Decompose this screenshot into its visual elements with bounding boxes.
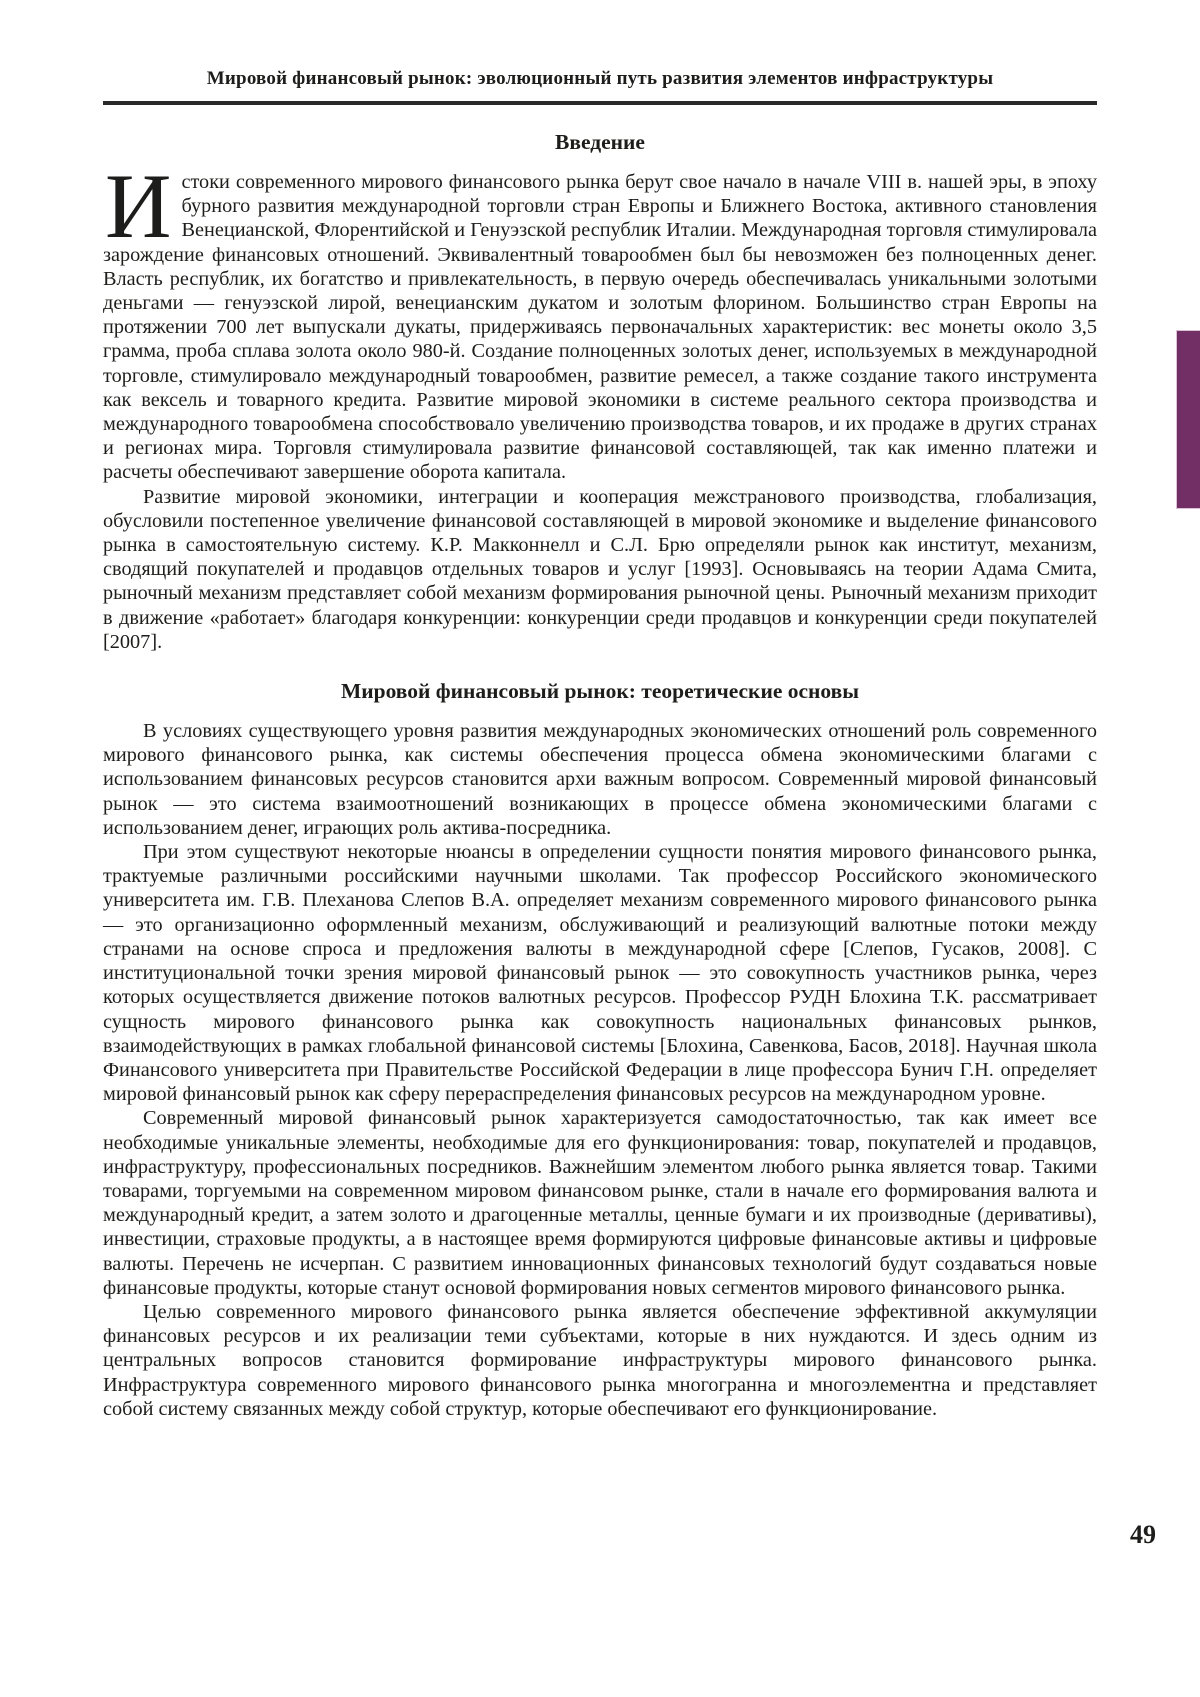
- section-heading-intro: Введение: [555, 130, 645, 154]
- header-rule: [103, 101, 1097, 105]
- paragraph-intro-1: [103, 155, 1097, 485]
- paragraph-theory-4: Целью современного мирового финансового рынка является обеспечение эффективной аккумуляции финансовых ресурсов и их реализации теми субъектами, которые в них нуждаются. И здесь одним из центральных вопросов становится формирование инфраструктуры мирового финансового рынка. Инфраструктура современного мирового финансового рынка многогранна и многоэлементна и представляет собой систему связанных между собой структур, которые обеспечивают его функционирование.: [103, 1300, 1097, 1420]
- paragraph-intro-2: Развитие мировой экономики, интеграции и кооперация межстранового производства, глобализация, обусловили постепенное увеличение финансовой составляющей в мировой экономике и выделение финансового рынка в самостоятельную систему. К.Р. Макконнелл и С.Л. Брю определяли рынок как институт, механизм, сводящий покупателей и продавцов отдельных товаров и услуг [1993]. Основываясь на теории Адама Смита, рыночный механизм представляет собой механизм формирования рыночной цены. Рыночный механизм приходит в движение «работает» благодаря конкуренции: конкуренции среди продавцов и конкуренции среди покупателей [2007].: [103, 485, 1097, 653]
- paragraph-theory-2: При этом существуют некоторые нюансы в определении сущности понятия мирового финансового рынка, трактуемые различными российскими научными школами. Так профессор Российского экономического университета им. Г.В. Плеханова Слепов В.А. определяет механизм современного мирового финансового рынка — это организационно оформленный механизм, обслуживающий и реализующий валютные потоки между странами на основе спроса и предложения валюты в международной сфере [Слепов, Гусаков, 2008]. С институциональной точки зрения мировой финансовый рынок — это совокупность участников рынка, через которых осуществляется движение потоков валютных ресурсов. Профессор РУДН Блохина Т.К. рассматривает сущность мирового финансового рынка как совокупность национальных финансовых рынков, взаимодействующих в рамках глобальной финансовой системы [Блохина, Савенкова, Басов, 2018]. Научная школа Финансового университета при Правительстве Российской Федерации в лице профессора Бунич Г.Н. определяет мировой финансовый рынок как сферу перераспределения финансовых ресурсов на международном уровне.: [103, 841, 1097, 1106]
- page-number: 49: [1130, 1520, 1156, 1549]
- paragraph-intro-1-text: стоки современного мирового финансового рынка берут свое начало в начале VIII в. нашей эры, в эпоху бурного развития международной торговли стран Европы и Ближнего Востока, активного становления Венецианской, Флорентийской и Генуэзской республик Италии. Международная торговля стимулировала зарождение финансовых отношений. Эквивалентный товарообмен был бы невозможен без полноценных денег. Власть республик, их богатство и привлекательность, в первую очередь обеспечивалась уникальными золотыми деньгами — генуэзской лирой, венецианским дукатом и золотым флорином. Большинство стран Европы на протяжении 700 лет выпускали дукаты, придерживаясь первоначальных характеристик: вес монеты около 3,5 грамма, проба сплава золота около 980-й. Создание полноценных золотых денег, используемых в международной торговле, стимулировало международный товарообмен, развитие ремесел, а также создание такого инструмента как вексель и товарного кредита. Развитие мировой экономики в системе реального сектора производства и международного товарообмена способствовало увеличению производства товаров, и их продаже в других странах и регионах мира. Торговля стимулировала развитие финансовой составляющей, так как именно платежи и расчеты обеспечивают завершение оборота капитала.: [103, 171, 1097, 484]
- running-head: Мировой финансовый рынок: эволюционный путь развития элементов инфраструктуры: [206, 68, 994, 89]
- section-heading-theory: Мировой финансовый рынок: теоретические основы: [340, 679, 860, 704]
- page-content: [103, 68, 1097, 1421]
- drop-cap: И: [105, 155, 172, 257]
- paragraph-theory-1: В условиях существующего уровня развития международных экономических отношений роль современного мирового финансового рынка, как системы обеспечения процесса обмена экономическими благами с использованием финансовых ресурсов становится архи важным вопросом. Современный мировой финансовый рынок — это система взаимоотношений возникающих в процессе обмена экономическими благами с использованием денег, играющих роль актива-посредника.: [103, 720, 1097, 839]
- chapter-side-tab: [1176, 330, 1200, 509]
- paragraph-theory-3: Современный мировой финансовый рынок характеризуется самодостаточностью, так как имеет все необходимые уникальные элементы, необходимые для его функционирования: товар, покупателей и продавцов, инфраструктуру, профессиональных посредников. Важнейшим элементом любого рынка является товар. Такими товарами, торгуемыми на современном мировом финансовом рынке, стали в начале его формирования валюта и международный кредит, а затем золото и драгоценные металлы, ценные бумаги и их производные (деривативы), инвестиции, страховые продукты, а в настоящее время формируются цифровые финансовые активы и цифровые валюты. Перечень не исчерпан. С развитием инновационных финансовых технологий будут создаваться новые финансовые продукты, которые станут основой формирования новых сегментов мирового финансового рынка.: [103, 1107, 1097, 1299]
